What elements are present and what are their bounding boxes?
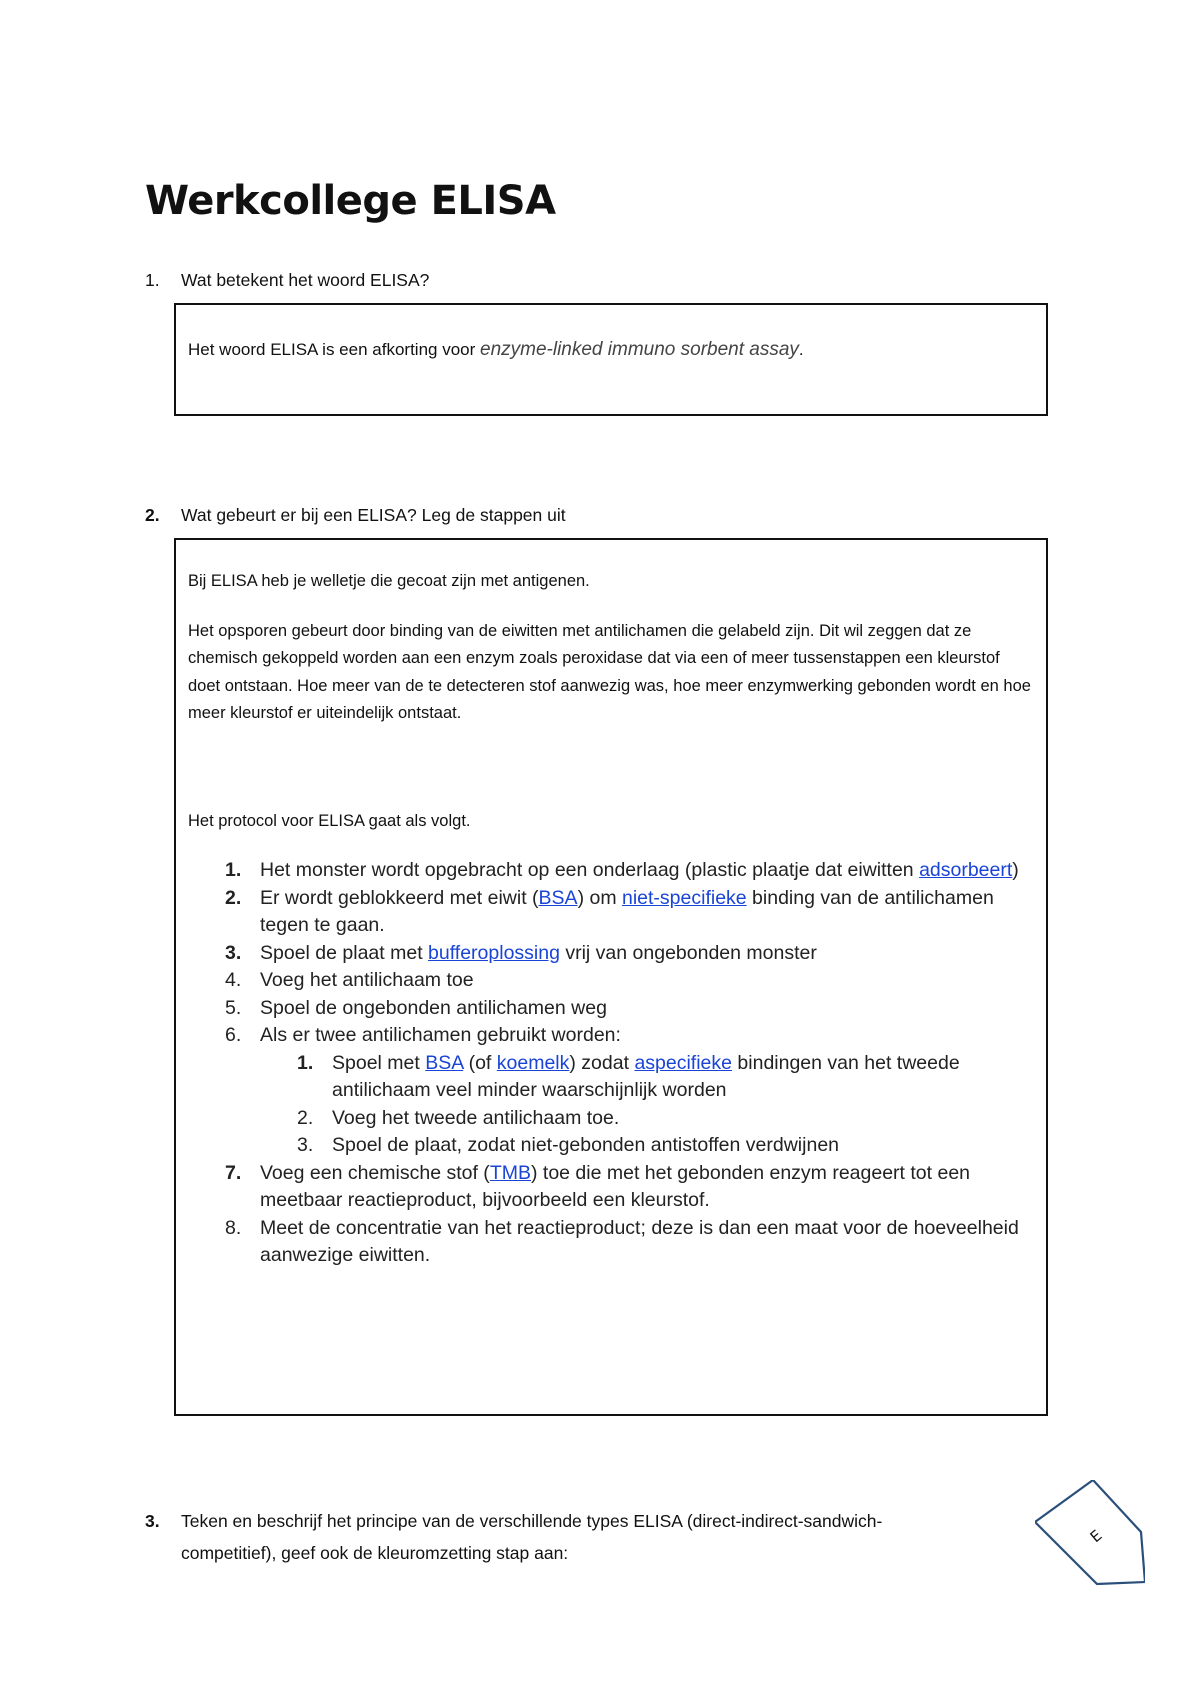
answer-paragraph: Het opsporen gebeurt door binding van de eiwitten met antilichamen die gelabeld zijn. Dit wil zeggen dat ze chemisch gekoppeld worden aan een enzym zoals peroxidase dat via een of meer tussenstappen een kleurstof doet ontstaan. Hoe meer van de te detecteren stof aanwezig was, hoe meer enzymwerking gebonden wordt en hoe meer kleurstof er uiteindelijk ontstaat.	[188, 621, 1031, 722]
link-bsa[interactable]: BSA	[425, 1051, 464, 1074]
list-item: 2. Er wordt geblokkeerd met eiwit (BSA) om niet-specifieke binding van de antilichamen tegen te gaan.	[225, 886, 994, 936]
question-number: 2.	[145, 505, 160, 525]
answer-box-2	[174, 538, 1048, 1416]
question-text: Wat betekent het woord ELISA?	[181, 270, 430, 290]
list-item: 1. Het monster wordt opgebracht op een onderlaag (plastic plaatje dat eiwitten adsorbeert)	[225, 859, 1019, 881]
question-number: 1.	[145, 270, 160, 290]
protocol-steps	[188, 857, 1034, 1270]
list-item: 6. Als er twee antilichamen gebruikt worden: 1. Spoel met BSA (of koemelk) zodat aspecifieke bindingen van het tweede antilichaam veel minder waarschijnlijk worden 2. Voeg het tweede antilichaam toe. 3. Spoel de plaat, zodat niet-gebonden antistoffen verdwijnen	[260, 1022, 1034, 1160]
list-item: 7. Voeg een chemische stof (TMB) toe die met het gebonden enzym reageert tot een meetbaar reactieproduct, bijvoorbeeld een kleurstof.	[225, 1161, 971, 1211]
question-number: 3.	[145, 1511, 160, 1531]
question-3	[145, 1505, 882, 1537]
question-text-continued: competitief), geef ook de kleuromzetting stap aan:	[181, 1543, 569, 1563]
answer-paragraph: Bij ELISA heb je welletje die gecoat zijn met antigenen.	[188, 572, 590, 590]
list-item: 4. Voeg het antilichaam toe	[225, 969, 474, 991]
list-item: 3. Spoel de plaat met bufferoplossing vrij van ongebonden monster	[225, 941, 817, 964]
question-text: Teken en beschrijf het principe van de verschillende types ELISA (direct-indirect-sandwich-	[181, 1511, 883, 1531]
page-corner-marker	[1035, 1480, 1145, 1590]
link-bufferoplossing[interactable]: bufferoplossing	[428, 941, 560, 964]
list-item: 2. Voeg het tweede antilichaam toe.	[297, 1106, 620, 1129]
list-item: 3. Spoel de plaat, zodat niet-gebonden antistoffen verdwijnen	[297, 1134, 840, 1156]
link-adsorbeert[interactable]: adsorbeert	[919, 859, 1013, 881]
link-aspecifieke[interactable]: aspecifieke	[634, 1051, 732, 1074]
link-koemelk[interactable]: koemelk	[496, 1051, 570, 1074]
link-tmb[interactable]: TMB	[489, 1161, 531, 1184]
question-2	[145, 499, 566, 531]
answer-box-1	[174, 303, 1048, 416]
link-bsa[interactable]: BSA	[538, 886, 578, 909]
list-item: 8. Meet de concentratie van het reactieproduct; deze is dan een maat voor de hoeveelheid aanwezige eiwitten.	[225, 1216, 1019, 1266]
corner-label: E	[1086, 1526, 1106, 1547]
link-niet-specifieke[interactable]: niet-specifieke	[621, 886, 747, 909]
page-title: Werkcollege ELISA	[145, 178, 556, 224]
list-item: 5. Spoel de ongebonden antilichamen weg	[225, 996, 607, 1019]
answer-text: Het woord ELISA is een afkorting voor enzyme-linked immuno sorbent assay.	[188, 339, 804, 360]
list-item: 1. Spoel met BSA (of koemelk) zodat aspecifieke bindingen van het tweede antilichaam veel minder waarschijnlijk worden	[297, 1051, 960, 1101]
question-text: Wat gebeurt er bij een ELISA? Leg de stappen uit	[181, 505, 566, 525]
sub-steps	[260, 1050, 1034, 1160]
answer-paragraph: Het protocol voor ELISA gaat als volgt.	[188, 811, 471, 830]
question-1	[145, 264, 429, 296]
